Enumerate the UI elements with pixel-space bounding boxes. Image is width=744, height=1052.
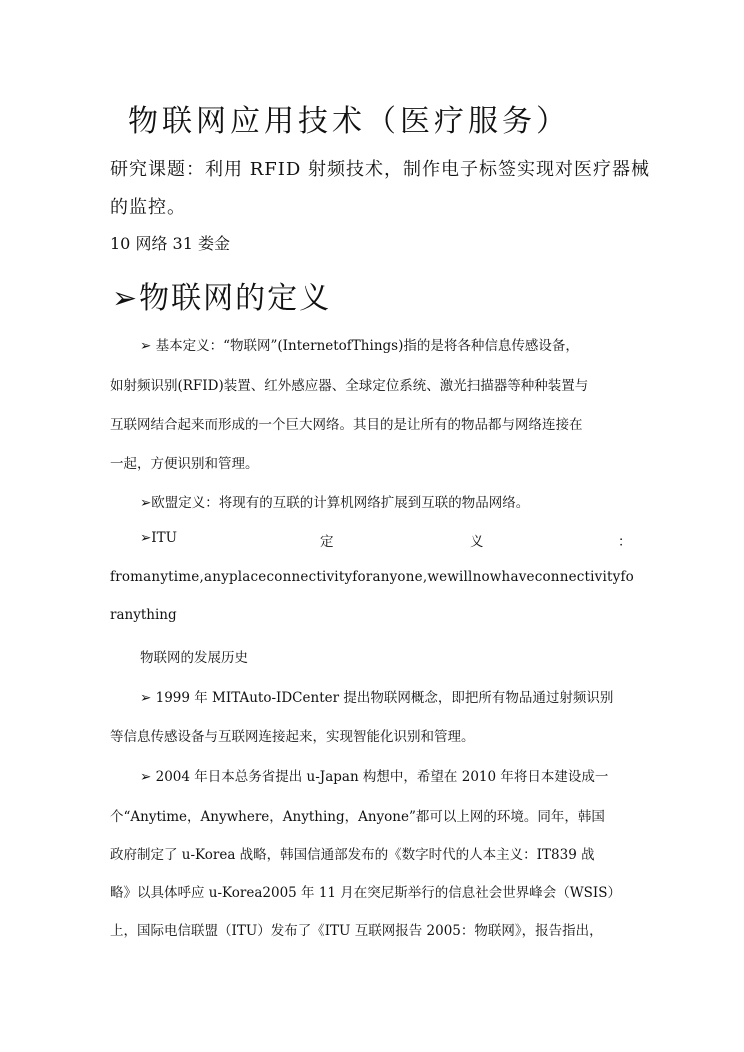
- itu-colon: ：: [618, 534, 632, 550]
- basic-definition-line-4: 一起，方便识别和管理。: [110, 456, 259, 472]
- author-byline: 10 网络 31 娄金: [110, 234, 230, 253]
- history-2004-line-1: ➢ 2004 年日本总务省提出 u-Japan 构想中，希望在 2010 年将日本建设成一: [140, 769, 609, 785]
- research-topic-line-1: 研究课题：利用 RFID 射频技术，制作电子标签实现对医疗器械: [110, 159, 651, 180]
- itu-definition-line-1: fromanytime,anyplaceconnectivityforanyone,wewillnowhaveconnectivityfo: [110, 569, 634, 585]
- basic-definition-line-2: 如射频识别(RFID)装置、红外感应器、全球定位系统、激光扫描器等种种装置与: [110, 378, 589, 394]
- history-2004-line-3: 政府制定了 u-Korea 战略，韩国信通部发布的《数字时代的人本主义：IT839 战: [110, 847, 595, 863]
- itu-label: ➢ITU: [140, 530, 178, 546]
- history-2004-line-4: 略》以具体呼应 u-Korea2005 年 11 月在突尼斯举行的信息社会世界峰会（WSIS）: [110, 885, 622, 901]
- history-heading: 物联网的发展历史: [140, 650, 248, 666]
- history-2004-line-2: 个“Anytime，Anywhere，Anything，Anyone”都可以上网的环境。同年，韩国: [110, 809, 605, 825]
- itu-word-ding: 定: [320, 534, 334, 550]
- history-2004-line-5: 上，国际电信联盟（ITU）发布了《ITU 互联网报告 2005：物联网》，报告指出，: [110, 923, 603, 939]
- basic-definition-line-1: ➢ 基本定义：“物联网”(InternetofThings)指的是将各种信息传感设备，: [140, 338, 579, 354]
- document-title: 物联网应用技术（医疗服务）: [128, 104, 570, 139]
- itu-definition-line-2: ranything: [110, 607, 177, 623]
- itu-word-yi: 义: [470, 534, 484, 550]
- eu-definition: ➢欧盟定义：将现有的互联的计算机网络扩展到互联的物品网络。: [140, 495, 530, 511]
- definition-heading: ➢物联网的定义: [112, 281, 332, 316]
- research-topic-line-2: 的监控。: [110, 197, 186, 218]
- basic-definition-line-3: 互联网结合起来而形成的一个巨大网络。其目的是让所有的物品都与网络连接在: [110, 417, 583, 433]
- history-1999-line-2: 等信息传感设备与互联网连接起来，实现智能化识别和管理。: [110, 729, 475, 745]
- history-1999-line-1: ➢ 1999 年 MITAuto-IDCenter 提出物联网概念，即把所有物品通过射频识别: [140, 690, 614, 706]
